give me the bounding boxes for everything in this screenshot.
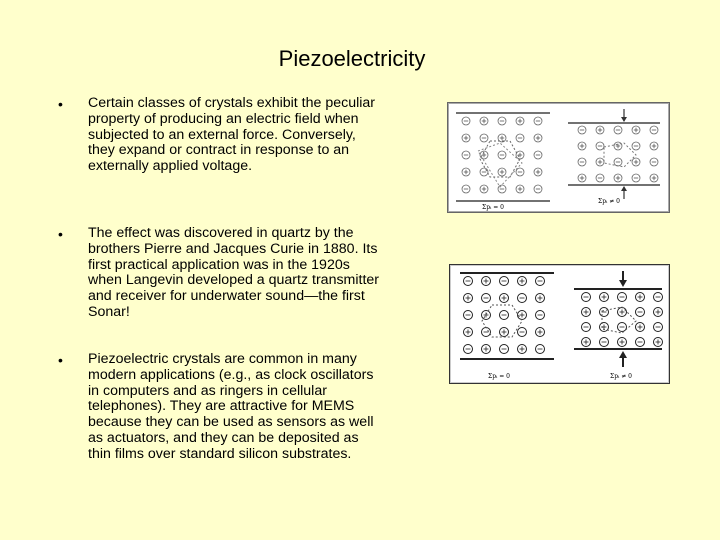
crystal-diagram-bottom: [449, 264, 670, 384]
bullet-text: Certain classes of crystals exhibit the peculiar property of producing an electric field when subjected to an external force. Conversely, they expand or contract in response to an externally applied voltage.: [88, 95, 376, 175]
bullet-text: Piezoelectric crystals are common in many modern applications (e.g., as clock oscillators in computers and as ringers in cellular telephones). They are attractive for MEMS because they can be used as sensors as well as actuators, and they can be deposited as thin films over standard silicon substrates.: [88, 351, 374, 462]
caption-right: Σpᵢ ≠ 0: [610, 373, 632, 380]
ion-lattice-right: [582, 293, 663, 347]
crystal-diagram-bottom-svg: [450, 265, 669, 383]
caption-left: Σpᵢ = 0: [482, 204, 504, 211]
crystal-diagram-top-svg: [448, 103, 669, 212]
ion-lattice-left: [462, 117, 542, 193]
bullet-item: [58, 352, 380, 463]
slide-title: Piezoelectricity: [278, 46, 426, 71]
bullet-item: [58, 96, 380, 175]
crystal-diagram-top: [447, 102, 670, 213]
bullet-item: [58, 226, 380, 321]
ion-lattice-right: [578, 126, 658, 182]
bullet-text: The effect was discovered in quartz by the brothers Pierre and Jacques Curie in 1880. Its first practical application was in the 1920s when Langevin developed a quartz transmitter and receiver for underwater sound—the first Sonar!: [88, 225, 380, 320]
caption-right: Σpᵢ ≠ 0: [598, 198, 620, 205]
ion-lattice-left: [464, 277, 545, 354]
bullet-icon: •: [58, 96, 63, 112]
bullet-icon: •: [58, 226, 63, 242]
bullet-icon: •: [58, 352, 63, 368]
caption-left: Σpᵢ = 0: [488, 373, 510, 380]
